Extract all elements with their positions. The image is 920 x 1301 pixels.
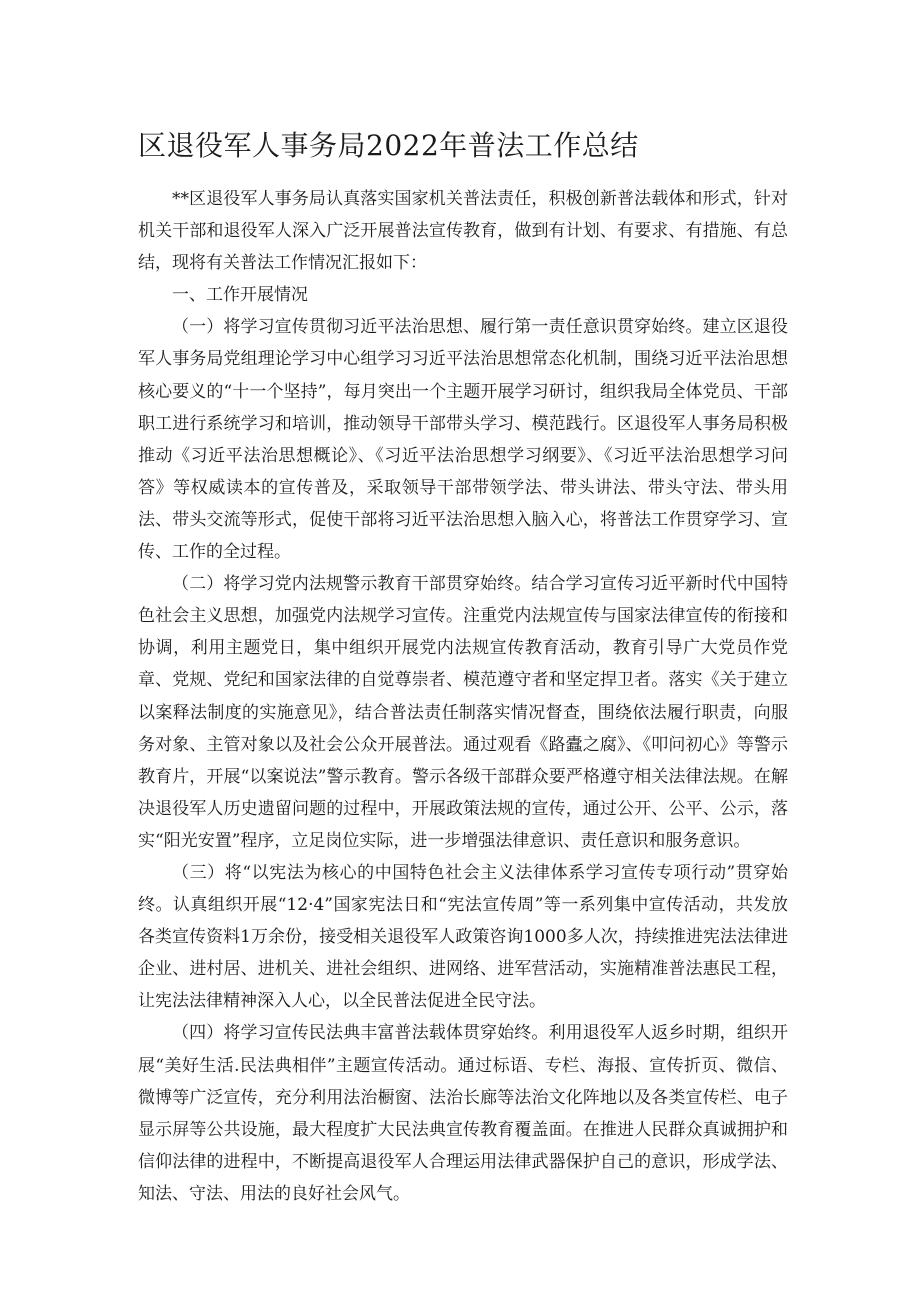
intro-paragraph: **区退役军人事务局认真落实国家机关普法责任，积极创新普法载体和形式，针对机关干部和退役军人深入广泛开展普法宣传教育，做到有计划、有要求、有措施、有总结，现将有关普法工作情况汇报如下：: [138, 189, 788, 274]
item-paragraph-4: （四）将学习宣传民法典丰富普法载体贯穿始终。利用退役军人返乡时期，组织开展“美好生活.民法典相伴”主题宣传活动。通过标语、专栏、海报、宣传折页、微信、微博等广泛宣传，充分利用法治橱窗、法治长廊等法治文化阵地以及各类宣传栏、电子显示屏等公共设施，最大程度扩大民法典宣传教育覆盖面。在推进人民群众真诚拥护和信仰法律的进程中，不断提高退役军人合理运用法律武器保护自己的意识，形成学法、知法、守法、用法的良好社会风气。: [138, 1023, 788, 1204]
document-body: [138, 183, 788, 1210]
item-paragraph-2: （二）将学习党内法规警示教育干部贯穿始终。结合学习宣传习近平新时代中国特色社会主义思想，加强党内法规学习宣传。注重党内法规宣传与国家法律宣传的衔接和协调，利用主题党日，集中组织开展党内法规宣传教育活动，教育引导广大党员作党章、党规、党纪和国家法律的自觉尊崇者、模范遵守者和坚定捍卫者。落实《关于建立以案释法制度的实施意见》，结合普法责任制落实情况督查，围绕依法履行职责，向服务对象、主管对象以及社会公众开展普法。通过观看《路蠹之腐》、《叩问初心》等警示教育片，开展“以案说法”警示教育。警示各级干部群众要严格遵守相关法律法规。在解决退役军人历史遗留问题的过程中，开展政策法规的宣传，通过公开、公平、公示，落实“阳光安置”程序，立足岗位实际，进一步增强法律意识、责任意识和服务意识。: [138, 574, 788, 851]
item-paragraph-3: （三）将“以宪法为核心的中国特色社会主义法律体系学习宣传专项行动”贯穿始终。认真组织开展“12·4”国家宪法日和“宪法宣传周”等一系列集中宣传活动，共发放各类宣传资料1万余份，接受相关退役军人政策咨询1000多人次，持续推进宪法法律进企业、进村居、进机关、进社会组织、进网络、进军营活动，实施精准普法惠民工程，让宪法法律精神深入人心，以全民普法促进全民守法。: [138, 862, 788, 1012]
section-heading-work-status: 一、工作开展情况: [172, 285, 308, 306]
item-paragraph-1: （一）将学习宣传贯彻习近平法治思想、履行第一责任意识贯穿始终。建立区退役军人事务局党组理论学习中心组学习习近平法治思想常态化机制，围绕习近平法治思想核心要义的“十一个坚持”，每月突出一个主题开展学习研讨，组织我局全体党员、干部职工进行系统学习和培训，推动领导干部带头学习、模范践行。区退役军人事务局积极推动《习近平法治思想概论》、《习近平法治思想学习纲要》、《习近平法治思想学习问答》等权威读本的宣传普及，采取领导干部带领学法、带头讲法、带头守法、带头用法、带头交流等形式，促使干部将习近平法治思想入脑入心，将普法工作贯穿学习、宣传、工作的全过程。: [138, 317, 788, 563]
document-title: 区退役军人事务局2022年普法工作总结: [138, 129, 639, 162]
